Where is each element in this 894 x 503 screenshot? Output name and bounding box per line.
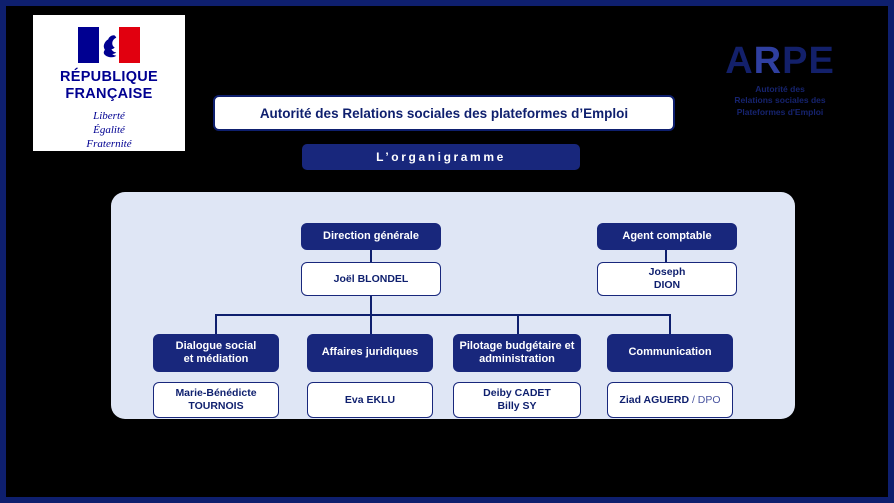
devise-line-2: Égalité bbox=[93, 123, 125, 136]
node-pilotage-budgetaire-person[interactable] bbox=[453, 382, 581, 418]
connector-bus-to-communication bbox=[669, 314, 671, 334]
french-flag-marianne-icon bbox=[78, 27, 140, 63]
communication-person-suffix: / DPO bbox=[691, 393, 721, 406]
pilotage-person-line-1: Deiby CADET bbox=[483, 387, 551, 400]
flag-band-red bbox=[119, 27, 140, 63]
connector-bus-to-pilotage bbox=[517, 314, 519, 334]
agent-comptable-person-line-1: Joseph bbox=[648, 266, 686, 279]
arpe-subtitle-line-3: Plateformes d'Emploi bbox=[736, 106, 824, 117]
org-chart-panel bbox=[111, 192, 795, 419]
page-subtitle: L’organigramme bbox=[302, 144, 580, 170]
node-communication[interactable] bbox=[607, 334, 733, 372]
node-communication-person[interactable] bbox=[607, 382, 733, 418]
node-affaires-juridiques[interactable] bbox=[307, 334, 433, 372]
connector-dgname-down bbox=[370, 295, 372, 315]
arpe-letters-pe: PE bbox=[782, 40, 835, 82]
communication-label: Communication bbox=[628, 346, 712, 359]
node-dialogue-social-person[interactable] bbox=[153, 382, 279, 418]
node-agent-comptable-person[interactable] bbox=[597, 262, 737, 296]
republique-devise bbox=[86, 109, 131, 151]
arpe-subtitle-line-1: Autorité des bbox=[755, 84, 805, 94]
connector-bus-to-juridiques bbox=[370, 314, 372, 334]
dialogue-person-line-2: TOURNOIS bbox=[188, 400, 244, 412]
republic-line-1: RÉPUBLIQUE bbox=[59, 69, 159, 86]
node-direction-generale[interactable] bbox=[301, 223, 441, 250]
arpe-wordmark bbox=[716, 42, 844, 80]
node-pilotage-budgetaire[interactable] bbox=[453, 334, 581, 372]
affaires-juridiques-person-label: Eva EKLU bbox=[344, 393, 396, 406]
node-direction-generale-person-label: Joël BLONDEL bbox=[333, 272, 409, 285]
pilotage-label-line-1: Pilotage budgétaire et bbox=[459, 339, 575, 352]
arpe-letter-a: A bbox=[725, 40, 754, 82]
node-affaires-juridiques-person[interactable] bbox=[307, 382, 433, 418]
connector-bus-to-dialogue bbox=[215, 314, 217, 334]
agent-comptable-person-line-2: DION bbox=[653, 279, 681, 291]
node-direction-generale-label: Direction générale bbox=[323, 229, 419, 242]
dialogue-label-line-1: Dialogue social bbox=[175, 339, 257, 352]
node-direction-generale-person[interactable] bbox=[301, 262, 441, 296]
dialogue-person-line-1: Marie-Bénédicte bbox=[175, 387, 257, 400]
arpe-letter-r: R bbox=[753, 40, 783, 82]
affaires-juridiques-label: Affaires juridiques bbox=[321, 346, 419, 359]
arpe-subtitle bbox=[716, 84, 844, 118]
republique-francaise-title bbox=[60, 69, 158, 101]
republic-line-2: FRANÇAISE bbox=[65, 85, 153, 102]
connector-horizontal-bus bbox=[215, 314, 671, 316]
communication-person-label: Ziad AGUERD bbox=[619, 393, 690, 406]
arpe-logo bbox=[716, 42, 844, 118]
pilotage-label-line-2: administration bbox=[479, 353, 555, 365]
connector-dg-to-name bbox=[370, 249, 372, 263]
page-title: Autorité des Relations sociales des plateformes d’Emploi bbox=[213, 95, 675, 131]
republique-francaise-logo bbox=[33, 15, 185, 151]
dialogue-label-line-2: et médiation bbox=[183, 353, 249, 365]
arpe-subtitle-line-2: Relations sociales des bbox=[734, 95, 826, 106]
node-agent-comptable-label: Agent comptable bbox=[622, 229, 712, 242]
devise-line-1: Liberté bbox=[93, 109, 125, 122]
node-dialogue-social[interactable] bbox=[153, 334, 279, 372]
connector-ac-to-name bbox=[665, 249, 667, 263]
devise-line-3: Fraternité bbox=[86, 137, 132, 150]
marianne-profile-icon bbox=[96, 32, 122, 58]
pilotage-person-line-2: Billy SY bbox=[497, 400, 537, 412]
node-agent-comptable[interactable] bbox=[597, 223, 737, 250]
